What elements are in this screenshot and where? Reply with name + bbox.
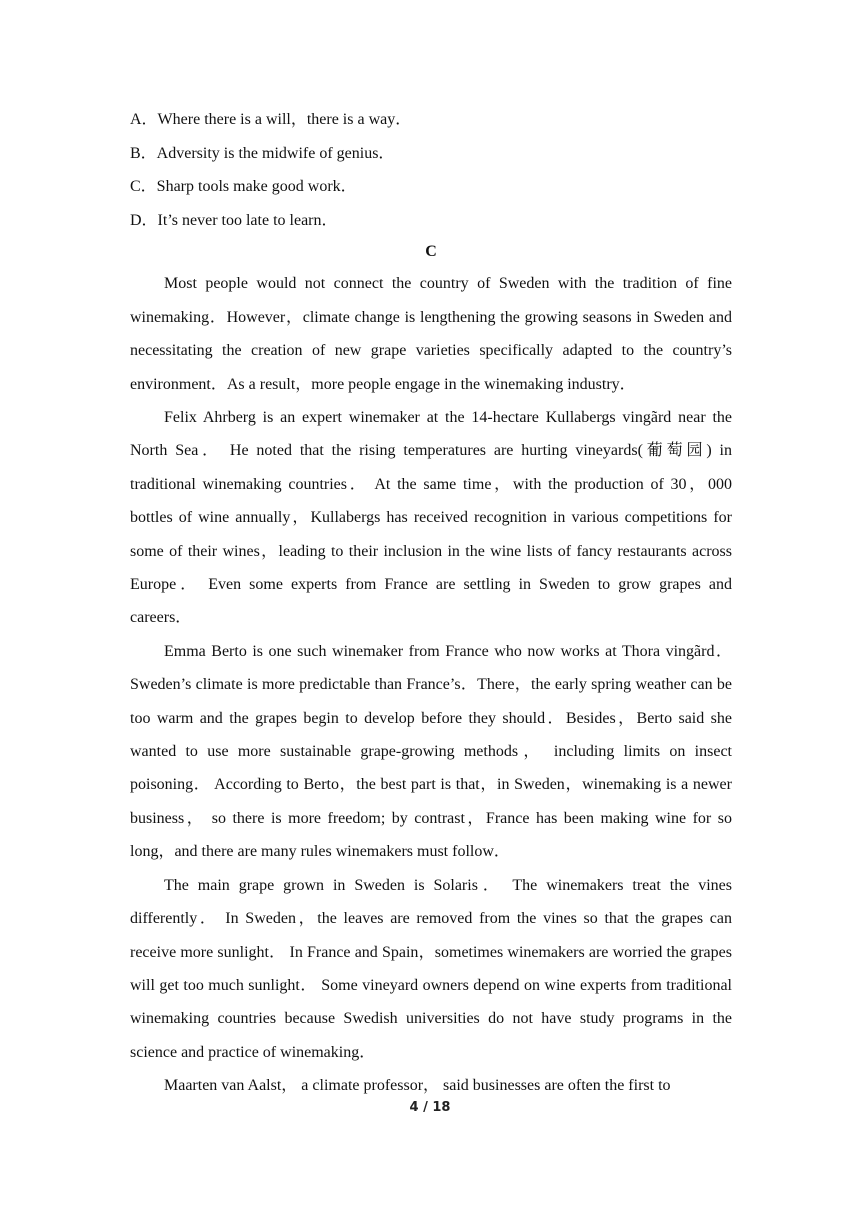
section-heading: C	[425, 243, 437, 261]
paragraph: The main grape grown in Sweden is Solaris． The winemakers treat the vines differently． In Sweden，the leaves are removed from the vines so that the grapes can receive more sunlight． In France and Spain，sometimes winemakers are worried the grapes will get too much sunlight． Some vineyard owners depend on wine experts from traditional winemaking countries because Swedish universities do not have study programs in the science and practice of winemaking．	[130, 876, 732, 1061]
paragraph: Felix Ahrberg is an expert winemaker at the 14-hectare Kullabergs vingãrd near the North Sea． He noted that the rising temperatures are hurting vineyards(葡萄园) in traditional winemaking countries． At the same time，with the production of 30，000 bottles of wine annually，Kullabergs has received recognition in various competitions for some of their wines，leading to their inclusion in the wine lists of fancy restaurants across Europe． Even some experts from France are settling in Sweden to grow grapes and careers．	[130, 409, 732, 627]
page-number: 4 / 18	[409, 1100, 451, 1115]
paragraph: Maarten van Aalst， a climate professor， said businesses are often the first to	[164, 1077, 671, 1095]
document-body	[130, 103, 732, 1103]
answer-option-b: B．Adversity is the midwife of genius．	[130, 144, 395, 162]
answer-option-c: C．Sharp tools make good work．	[130, 178, 357, 196]
answer-option-a: A．Where there is a will，there is a way．	[130, 111, 412, 128]
paragraph: Emma Berto is one such winemaker from France who now works at Thora vingãrd．Sweden’s climate is more predictable than France’s．There，the early spring weather can be too warm and the grapes begin to develop before they should．Besides，Berto said she wanted to use more sustainable grape-growing methods， including limits on insect poisoning． According to Berto，the best part is that，in Sweden，winemaking is a newer business， so there is more freedom; by contrast，France has been making wine for so long，and there are many rules winemakers must follow．	[130, 642, 732, 861]
answer-option-d: D．It’s never too late to learn．	[130, 211, 338, 229]
paragraph: Most people would not connect the country of Sweden with the tradition of fine winemaking．However，climate change is lengthening the growing seasons in Sweden and necessitating the creation of new grape varieties specifically adapted to the country’s environment．As a result，more people engage in the winemaking industry．	[130, 275, 732, 393]
